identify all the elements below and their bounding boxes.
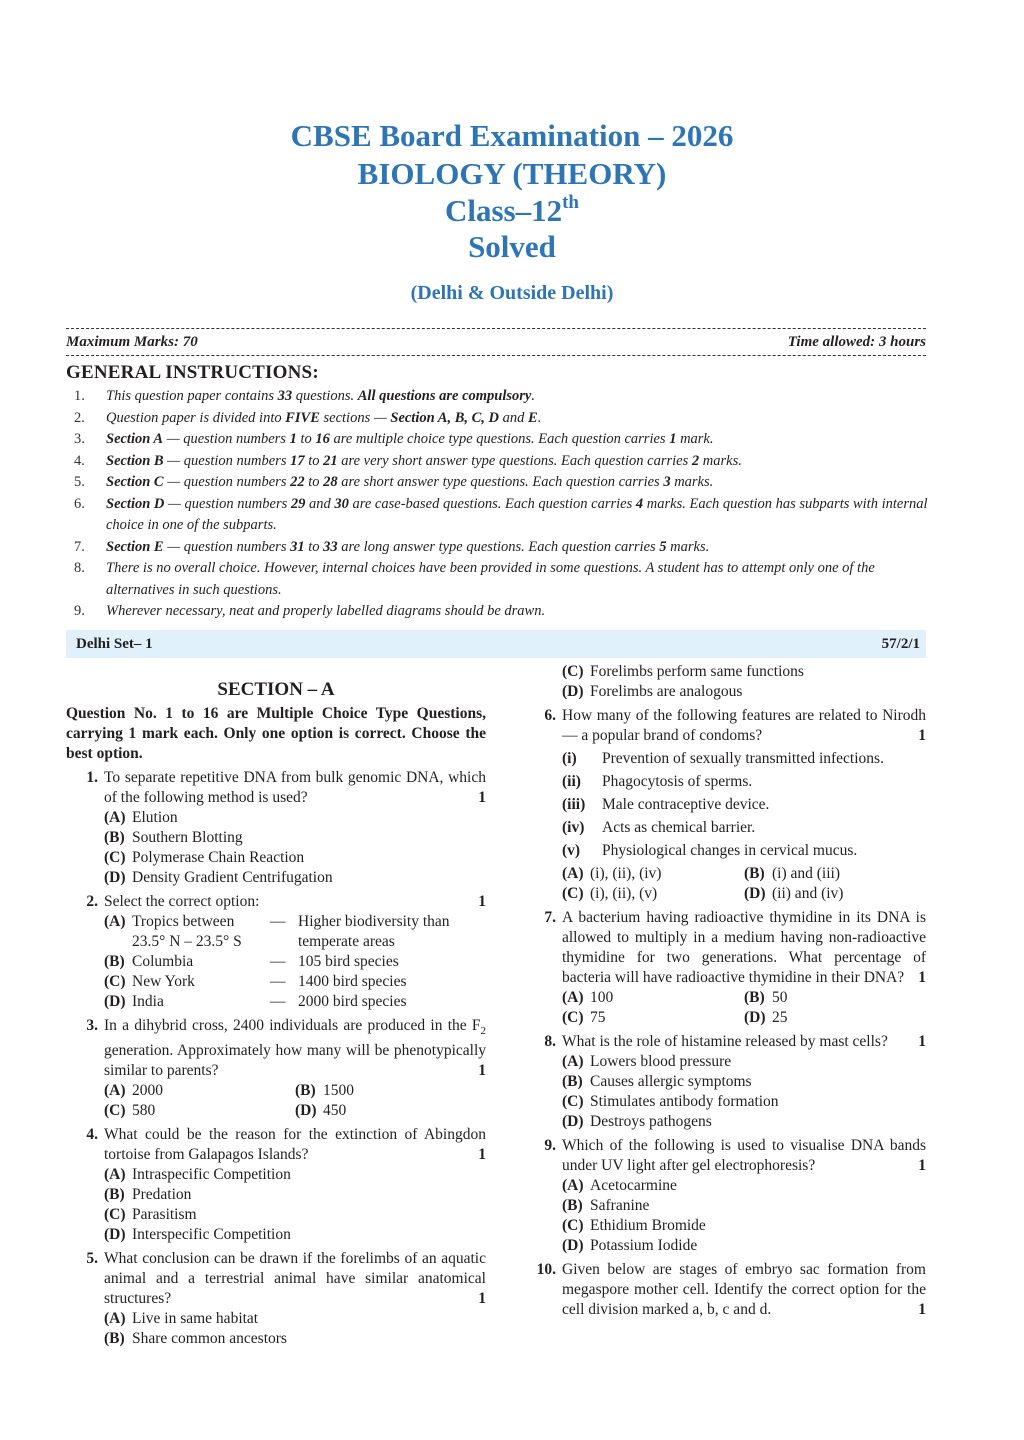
option-b <box>295 1081 486 1101</box>
option-text: 50 <box>772 989 788 1006</box>
question-mark: 1 <box>478 893 486 910</box>
option-label: (D) <box>562 1237 584 1254</box>
option-text: 100 <box>590 989 614 1006</box>
option-text: Intraspecific Competition <box>132 1166 291 1184</box>
statement-label: (iii) <box>562 796 586 813</box>
option-text: Potassium Iodide <box>590 1237 698 1254</box>
instruction-number: 7. <box>74 538 85 555</box>
set-bar <box>66 630 926 658</box>
option-text: Live in same habitat <box>132 1310 259 1328</box>
instruction-item <box>66 429 928 451</box>
option-label: (D) <box>104 869 126 886</box>
right-column <box>524 662 926 1320</box>
question-6 <box>524 706 926 904</box>
question-9 <box>524 1136 926 1256</box>
option-a <box>104 1309 486 1329</box>
option-label: (D) <box>562 683 584 700</box>
dashed-divider-top <box>66 328 926 329</box>
question-3 <box>66 1016 486 1121</box>
time-allowed: Time allowed: 3 hours <box>787 334 926 350</box>
option-label: (B) <box>104 1330 125 1348</box>
option-text: Destroys pathogens <box>590 1113 712 1130</box>
option-label: (C) <box>562 1009 584 1026</box>
instruction-number: 2. <box>74 409 85 426</box>
question-mark: 1 <box>918 1301 926 1318</box>
option-a <box>104 1081 295 1101</box>
option-label: (D) <box>744 1009 766 1026</box>
question-number: 9. <box>544 1137 556 1154</box>
question-mark: 1 <box>918 1157 926 1174</box>
option-text: 450 <box>323 1102 347 1120</box>
question-5 <box>66 1249 486 1349</box>
general-instructions-title: GENERAL INSTRUCTIONS: <box>66 362 319 383</box>
option-d <box>744 1008 926 1028</box>
option-label: (C) <box>562 1093 584 1110</box>
stem-subscript: 2 <box>480 1025 486 1038</box>
question-mark: 1 <box>478 1290 486 1308</box>
option-text: (i) and (iii) <box>772 865 841 882</box>
option-b <box>562 1072 926 1092</box>
option-d <box>562 1112 926 1132</box>
question-stem: What is the role of histamine released by mast cells? <box>562 1033 888 1050</box>
question-number: 10. <box>536 1261 556 1278</box>
option-label: (A) <box>562 865 584 882</box>
instruction-text: Question paper is divided into FIVE sections — Section A, B, C, D and E. <box>106 409 542 426</box>
option-c <box>104 1101 295 1121</box>
option-b <box>104 1329 486 1349</box>
option-b <box>104 1185 486 1205</box>
option-label: (D) <box>104 993 126 1010</box>
question-number: 8. <box>544 1033 556 1050</box>
instruction-item <box>66 386 928 408</box>
option-label: (D) <box>104 1226 126 1244</box>
statement-text: Acts as chemical barrier. <box>602 819 756 836</box>
match-left: New York <box>132 973 195 990</box>
option-label: (C) <box>562 1217 584 1234</box>
instruction-text: Section B — question numbers 17 to 21 are very short answer type questions. Each question carries 2 marks. <box>106 452 742 469</box>
match-right: 1400 bird species <box>298 973 407 990</box>
option-d <box>744 884 926 904</box>
option-a <box>562 864 744 884</box>
question-number: 3. <box>86 1017 98 1034</box>
option-text: Safranine <box>590 1197 650 1214</box>
option-d <box>562 682 926 702</box>
match-table <box>104 912 486 1012</box>
option-label: (C) <box>104 1206 126 1224</box>
question-mark: 1 <box>478 1146 486 1164</box>
instruction-item <box>66 451 928 473</box>
option-c <box>562 1216 926 1236</box>
question-stem: How many of the following features are related to Nirodh — a popular brand of condoms? <box>562 707 926 744</box>
statement-iv <box>562 818 926 838</box>
option-text: Forelimbs perform same functions <box>590 663 804 680</box>
option-text: 2000 <box>132 1082 163 1100</box>
option-label: (A) <box>104 1310 126 1328</box>
instruction-item <box>66 494 928 537</box>
option-c <box>562 884 744 904</box>
class-text: Class–12 <box>444 193 563 228</box>
option-text: Acetocarmine <box>590 1177 677 1194</box>
option-text: 1500 <box>323 1082 354 1100</box>
question-number: 2. <box>86 893 98 910</box>
question-2 <box>66 892 486 1012</box>
option-b <box>744 864 926 884</box>
question-number: 5. <box>86 1250 98 1268</box>
option-d <box>562 1236 926 1256</box>
question-number: 6. <box>544 707 556 724</box>
option-label: (A) <box>104 1166 126 1184</box>
option-label: (B) <box>104 829 125 846</box>
question-5-continued <box>524 662 926 702</box>
option-d <box>104 1225 486 1245</box>
option-c <box>562 1008 744 1028</box>
instruction-number: 6. <box>74 495 85 512</box>
question-mark: 1 <box>918 727 926 744</box>
options-row <box>562 988 926 1008</box>
question-stem: What could be the reason for the extinction of Abingdon tortoise from Galapagos Islands? <box>104 1126 486 1164</box>
option-a <box>104 808 486 828</box>
question-number: 1. <box>86 769 98 786</box>
statement-v <box>562 841 926 861</box>
statement-i <box>562 749 926 769</box>
option-label: (C) <box>104 849 126 866</box>
question-4 <box>66 1125 486 1245</box>
question-7 <box>524 908 926 1028</box>
instruction-item <box>66 558 928 601</box>
question-stem: Given below are stages of embryo sac formation from megaspore mother cell. Identify the correct option for the cell division marked a, b, c and d. <box>562 1261 926 1318</box>
option-text: (i), (ii), (iv) <box>590 865 662 882</box>
question-mark: 1 <box>478 1062 486 1080</box>
statement-ii <box>562 772 926 792</box>
stem-text: In a dihybrid cross, 2400 individuals are produced in the F <box>104 1017 481 1034</box>
option-label: (D) <box>295 1102 317 1120</box>
match-dash: — <box>270 913 286 930</box>
option-a <box>104 1165 486 1185</box>
option-label: (C) <box>104 1102 126 1120</box>
left-column <box>66 678 486 1349</box>
statement-text: Physiological changes in cervical mucus. <box>602 842 858 859</box>
options-row <box>562 1008 926 1028</box>
match-dash: — <box>270 993 286 1010</box>
option-b <box>104 828 486 848</box>
option-text: Ethidium Bromide <box>590 1217 706 1234</box>
option-label: (A) <box>562 1177 584 1194</box>
option-label: (B) <box>744 865 765 882</box>
question-stem: Select the correct option: <box>104 893 260 910</box>
options-row <box>104 1101 486 1121</box>
instruction-number: 5. <box>74 474 85 490</box>
instruction-number: 8. <box>74 560 85 576</box>
option-label: (A) <box>104 913 126 930</box>
option-text: Predation <box>132 1186 192 1204</box>
instruction-number: 3. <box>74 431 85 447</box>
options-row <box>104 1081 486 1101</box>
maximum-marks: Maximum Marks: 70 <box>66 334 198 350</box>
class-superscript: th <box>562 192 580 213</box>
instruction-item <box>66 601 928 623</box>
question-number: 7. <box>544 909 556 926</box>
document-header <box>0 116 1024 305</box>
option-a <box>562 1176 926 1196</box>
match-right: Higher biodiversity than temperate areas <box>298 913 450 950</box>
instruction-text: Section D — question numbers 29 and 30 are case-based questions. Each question carries 4 marks. Each question has subparts with internal choice in one of the subparts. <box>106 495 928 533</box>
option-label: (A) <box>562 989 584 1006</box>
option-a <box>562 1052 926 1072</box>
option-text: Forelimbs are analogous <box>590 683 743 700</box>
match-left: Tropics between 23.5° N – 23.5° S <box>132 913 242 950</box>
marks-time-row <box>66 334 926 351</box>
option-label: (C) <box>104 973 126 990</box>
instruction-text: Section C — question numbers 22 to 28 are short answer type questions. Each question carries 3 marks. <box>106 474 714 490</box>
question-8 <box>524 1032 926 1132</box>
option-text: Density Gradient Centrifugation <box>132 869 333 886</box>
instruction-text: This question paper contains 33 questions. All questions are compulsory. <box>106 388 535 404</box>
option-text: Elution <box>132 809 178 826</box>
option-text: Share common ancestors <box>132 1330 287 1348</box>
options-row <box>562 884 926 904</box>
instruction-text: Section A — question numbers 1 to 16 are multiple choice type questions. Each question carries 1 mark. <box>106 431 714 447</box>
option-label: (B) <box>104 1186 125 1204</box>
option-text: Lowers blood pressure <box>590 1053 732 1070</box>
option-label: (B) <box>295 1082 316 1100</box>
options-row <box>562 864 926 884</box>
statement-label: (i) <box>562 750 577 767</box>
match-right: 2000 bird species <box>298 993 407 1010</box>
instruction-number: 1. <box>74 388 85 404</box>
instructions-list <box>66 386 928 623</box>
option-text: Stimulates antibody formation <box>590 1093 779 1110</box>
option-text: Polymerase Chain Reaction <box>132 849 305 866</box>
option-c <box>104 1205 486 1225</box>
option-label: (C) <box>562 885 584 902</box>
option-label: (B) <box>562 1197 583 1214</box>
instruction-text: Section E — question numbers 31 to 33 are long answer type questions. Each question carries 5 marks. <box>106 538 710 555</box>
question-stem: What conclusion can be drawn if the forelimbs of an aquatic animal and a terrestrial animal have similar anatomical structures? <box>104 1250 486 1308</box>
question-10 <box>524 1260 926 1320</box>
match-left: India <box>132 993 164 1010</box>
dashed-divider-bottom <box>66 355 926 356</box>
option-text: Causes allergic symptoms <box>590 1073 752 1090</box>
question-stem: A bacterium having radioactive thymidine in its DNA is allowed to multiply in a medium having non-radioactive thymidine for two generations. What percentage of bacteria will have radioactive thymidine in their DNA? <box>562 909 926 986</box>
option-a <box>562 988 744 1008</box>
set-name: Delhi Set– 1 <box>76 635 153 652</box>
match-dash: — <box>270 953 286 970</box>
option-label: (B) <box>744 989 765 1006</box>
option-c <box>104 848 486 868</box>
class-title <box>0 193 1024 229</box>
section-title: SECTION – A <box>217 679 335 700</box>
region-label: (Delhi & Outside Delhi) <box>410 282 614 304</box>
option-d <box>295 1101 486 1121</box>
option-text: 75 <box>590 1009 606 1026</box>
instruction-number: 4. <box>74 452 85 469</box>
option-label: (C) <box>562 663 584 680</box>
instruction-item <box>66 537 928 559</box>
option-label: (B) <box>562 1073 583 1090</box>
question-stem: To separate repetitive DNA from bulk genomic DNA, which of the following method is used? <box>104 769 486 806</box>
statement-text: Male contraceptive device. <box>602 796 770 813</box>
option-c <box>562 1092 926 1112</box>
option-text: Parasitism <box>132 1206 197 1224</box>
statement-label: (ii) <box>562 773 581 790</box>
statement-iii <box>562 795 926 815</box>
statement-label: (v) <box>562 842 581 859</box>
statement-text: Prevention of sexually transmitted infections. <box>602 750 884 767</box>
statement-text: Phagocytosis of sperms. <box>602 773 753 790</box>
section-description: Question No. 1 to 16 are Multiple Choice Type Questions, carrying 1 mark each. Only one option is correct. Choose the best option. <box>66 705 486 762</box>
question-stem <box>104 1016 486 1081</box>
option-text: (i), (ii), (v) <box>590 885 658 902</box>
instruction-item <box>66 472 928 494</box>
match-dash: — <box>270 973 286 990</box>
option-label: (A) <box>104 809 126 826</box>
set-code: 57/2/1 <box>881 635 920 652</box>
option-label: (B) <box>104 953 125 970</box>
question-mark: 1 <box>918 969 926 986</box>
subject-title: BIOLOGY (THEORY) <box>357 156 667 191</box>
exam-title: CBSE Board Examination – 2026 <box>290 118 734 153</box>
question-mark: 1 <box>478 789 486 806</box>
match-left: Columbia <box>132 953 194 970</box>
option-b <box>744 988 926 1008</box>
option-label: (D) <box>744 885 766 902</box>
option-text: Interspecific Competition <box>132 1226 291 1244</box>
option-text: 580 <box>132 1102 156 1120</box>
solved-label: Solved <box>468 229 556 264</box>
option-c <box>562 662 926 682</box>
option-text: 25 <box>772 1009 788 1026</box>
stem-text: generation. Approximately how many will be phenotypically similar to parents? <box>104 1042 486 1080</box>
option-text: Southern Blotting <box>132 829 243 846</box>
instruction-text: There is no overall choice. However, internal choices have been provided in some questions. A student has to attempt only one of the alternatives in such questions. <box>106 560 875 598</box>
option-b <box>562 1196 926 1216</box>
question-mark: 1 <box>918 1033 926 1050</box>
option-d <box>104 868 486 888</box>
instruction-number: 9. <box>74 603 85 619</box>
option-label: (D) <box>562 1113 584 1130</box>
option-label: (A) <box>104 1082 126 1100</box>
question-number: 4. <box>86 1126 98 1144</box>
match-right: 105 bird species <box>298 953 399 970</box>
question-stem: Which of the following is used to visualise DNA bands under UV light after gel electrophoresis? <box>562 1137 926 1174</box>
question-1 <box>66 768 486 888</box>
option-text: (ii) and (iv) <box>772 885 844 902</box>
instruction-item <box>66 408 928 430</box>
instruction-text: Wherever necessary, neat and properly labelled diagrams should be drawn. <box>106 603 546 619</box>
statement-label: (iv) <box>562 819 585 836</box>
option-label: (A) <box>562 1053 584 1070</box>
